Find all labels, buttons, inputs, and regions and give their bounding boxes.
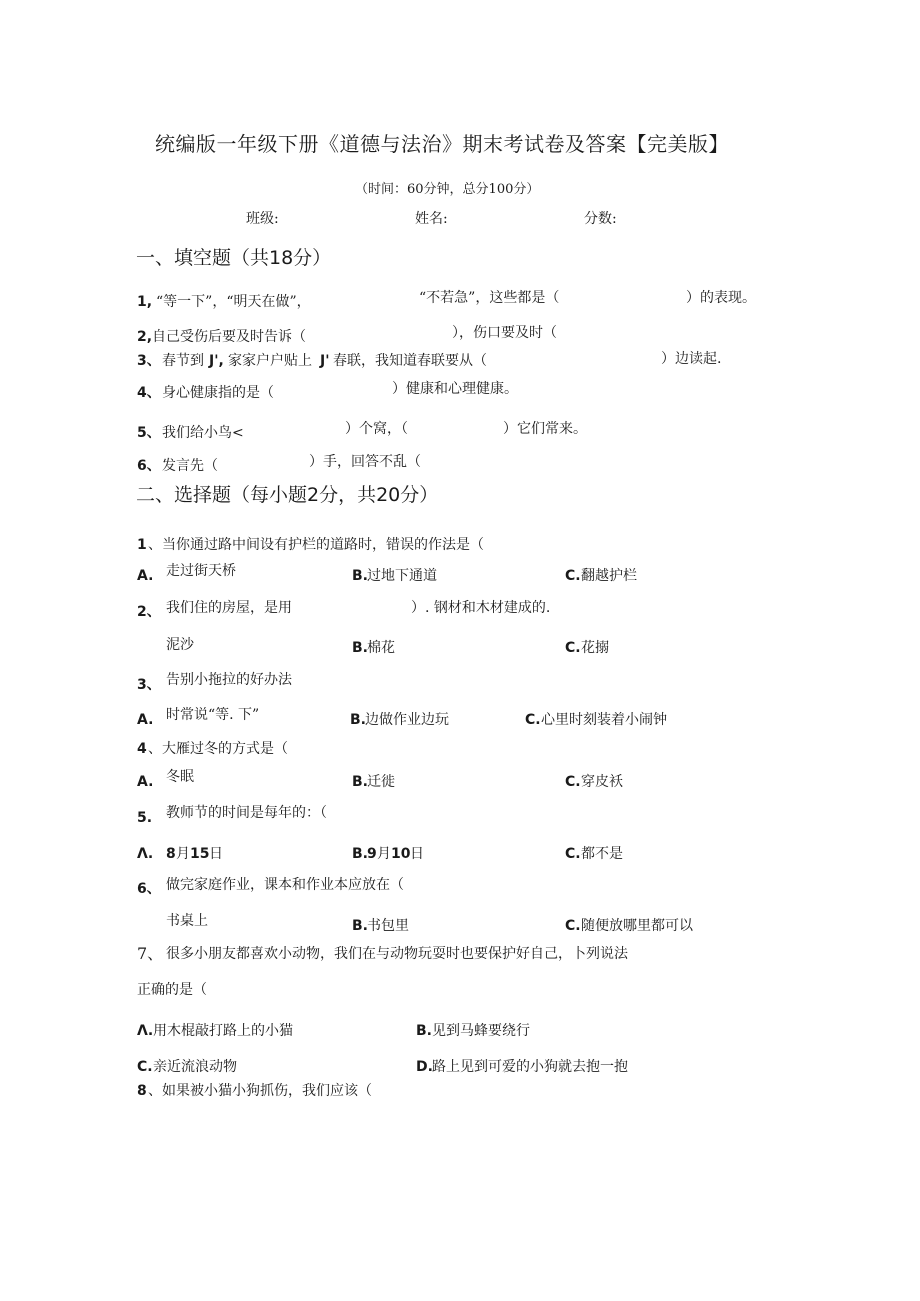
s2-q6-option-b: 书包里 bbox=[367, 918, 409, 934]
s2-q3-option-c-label: C. bbox=[525, 712, 541, 728]
s1-q1-text-c: ）的表现。 bbox=[686, 290, 756, 306]
s2-q7-option-a: 用木棍敲打路上的小猫 bbox=[153, 1023, 293, 1039]
s2-q2-option-c: 花搦 bbox=[581, 640, 609, 656]
s2-q4-option-b: 迁徙 bbox=[367, 774, 395, 790]
s1-q1-number: 1, bbox=[137, 294, 153, 310]
s2-q4-option-c: 穿皮袄 bbox=[581, 774, 623, 790]
s2-q5-number: 5. bbox=[137, 810, 153, 826]
s2-q7-text-2: 正确的是（ bbox=[137, 982, 207, 998]
s2-q2-option-a: 泥沙 bbox=[166, 637, 194, 653]
s2-q8-number: 8 bbox=[137, 1083, 147, 1099]
s1-q3-mark-1: J', bbox=[209, 353, 224, 369]
section2-heading: 二、选择题（每小题2分，共20分） bbox=[136, 484, 439, 506]
s1-q4-text-a: 身心健康指的是（ bbox=[162, 385, 274, 401]
s1-q5-text-b: ）个窝，（ bbox=[345, 421, 408, 437]
s2-q6-text: 做完家庭作业，课本和作业本应放在（ bbox=[166, 877, 404, 893]
s2-q7-option-d-label: D. bbox=[416, 1059, 433, 1075]
s2-q7-option-d: 路上见到可爱的小狗就去抱一抱 bbox=[432, 1059, 628, 1075]
s2-q4-option-b-label: B. bbox=[352, 774, 368, 790]
s2-q1-text: 、当你通过路中间设有护栏的道路时，错误的作法是（ bbox=[148, 537, 484, 553]
s1-q5-number: 5、 bbox=[137, 425, 161, 441]
s2-q4-option-a-label: A. bbox=[137, 774, 154, 790]
s2-q2-option-b-label: B. bbox=[352, 640, 368, 656]
s2-q2-option-b: 棉花 bbox=[367, 640, 395, 656]
class-label: 班级: bbox=[246, 211, 279, 227]
s2-q4-option-c-label: C. bbox=[565, 774, 581, 790]
s2-q1-option-b-label: B. bbox=[352, 568, 368, 584]
s1-q1-text-a: “等一下”，“明天在做”， bbox=[156, 294, 311, 310]
s1-q3-mark-2: J' bbox=[320, 353, 330, 369]
page-title: 统编版一年级下册《道德与法治》期末考试卷及答案【完美版】 bbox=[155, 132, 729, 156]
s2-q5-option-a-month-unit: 月 bbox=[176, 846, 190, 862]
s1-q5-text-c: ）它们常来。 bbox=[503, 421, 587, 437]
s2-q4-text: 、大雁过冬的方式是（ bbox=[148, 741, 288, 757]
s2-q5-option-a-label: Λ. bbox=[137, 846, 154, 862]
time-note: （时间：60分钟，总分100分） bbox=[355, 182, 540, 197]
s2-q2-option-c-label: C. bbox=[565, 640, 581, 656]
s2-q7-number: 7、 bbox=[137, 944, 164, 963]
s1-q2-text-a: 自己受伤后要及时告诉（ bbox=[152, 329, 306, 345]
s2-q3-option-c: 心里时刻装着小闹钟 bbox=[541, 712, 667, 728]
s2-q1-option-c-label: C. bbox=[565, 568, 581, 584]
s2-q3-option-b-label: B. bbox=[350, 712, 366, 728]
s2-q5-option-b-month-unit: 月 bbox=[377, 846, 391, 862]
s2-q1-number: 1 bbox=[137, 537, 147, 553]
s2-q2-text: 我们住的房屋，是用 bbox=[166, 600, 292, 616]
s1-q2-number: 2, bbox=[137, 329, 153, 345]
s2-q5-option-a-day-unit: 日 bbox=[209, 846, 223, 862]
s2-q6-number: 6、 bbox=[137, 881, 161, 897]
s2-q3-text: 告别小拖拉的好办法 bbox=[166, 672, 292, 688]
s2-q3-option-b: 边做作业边玩 bbox=[365, 712, 449, 728]
s1-q3-number: 3、 bbox=[137, 353, 161, 369]
s2-q5-option-a-month: 8 bbox=[166, 846, 176, 862]
s2-q3-option-a-label: A. bbox=[137, 712, 154, 728]
s2-q3-number: 3、 bbox=[137, 677, 161, 693]
s2-q1-option-b: 过地下通道 bbox=[367, 568, 437, 584]
s2-q7-option-c-label: C. bbox=[137, 1059, 153, 1075]
s2-q5-option-c: 都不是 bbox=[581, 846, 623, 862]
s2-q1-option-a: 走过街天桥 bbox=[166, 563, 236, 579]
s2-q5-option-c-label: C. bbox=[565, 846, 581, 862]
s1-q3-text-c: 春联，我知道春联要从（ bbox=[333, 353, 487, 369]
s2-q5-option-b-day: 10 bbox=[391, 846, 411, 862]
s2-q5-option-b-month: 9 bbox=[367, 846, 377, 862]
s1-q3-text-d: ）边读起. bbox=[661, 351, 722, 367]
s2-q2-number: 2、 bbox=[137, 604, 161, 620]
s1-q5-text-a: 我们给小鸟< bbox=[162, 425, 244, 441]
s2-q1-option-c: 翻越护栏 bbox=[581, 568, 637, 584]
section1-heading: 一、填空题（共18分） bbox=[136, 247, 332, 269]
s2-q7-option-a-label: Λ. bbox=[137, 1023, 154, 1039]
s2-q6-option-c-label: C. bbox=[565, 918, 581, 934]
s2-q6-option-a: 书桌上 bbox=[166, 913, 208, 929]
s1-q2-text-b: ），伤口要及时（ bbox=[452, 325, 557, 341]
s2-q5-option-b-label: B. bbox=[352, 846, 368, 862]
s2-q6-option-c: 随便放哪里都可以 bbox=[581, 918, 693, 934]
s1-q6-number: 6、 bbox=[137, 458, 161, 474]
s2-q2-text-2: ）. 钢材和木材建成的. bbox=[411, 600, 551, 616]
s2-q7-option-c: 亲近流浪动物 bbox=[153, 1059, 237, 1075]
s1-q1-text-b: “不若急”，这些都是（ bbox=[419, 290, 560, 306]
s1-q6-text-a: 发言先（ bbox=[162, 458, 218, 474]
s2-q8-text: 、如果被小猫小狗抓伤，我们应该（ bbox=[148, 1083, 372, 1099]
s2-q5-option-a-day: 15 bbox=[190, 846, 210, 862]
s2-q7-option-b: 见到马蜂要绕行 bbox=[432, 1023, 530, 1039]
score-label: 分数: bbox=[584, 211, 617, 227]
s1-q4-text-b: ）健康和心理健康。 bbox=[392, 381, 518, 397]
s2-q6-option-b-label: B. bbox=[352, 918, 368, 934]
s2-q5-option-b-day-unit: 日 bbox=[410, 846, 424, 862]
s1-q3-text-a: 春节到 bbox=[162, 353, 204, 369]
s1-q3-text-b: 家家户户贴上 bbox=[228, 353, 312, 369]
s2-q5-text: 教师节的时间是每年的：（ bbox=[166, 805, 327, 821]
s2-q4-option-a: 冬眠 bbox=[166, 769, 194, 785]
s2-q7-text: 很多小朋友都喜欢小动物，我们在与动物玩耍时也要保护好自己，卜列说法 bbox=[166, 946, 628, 962]
s2-q1-option-a-label: A. bbox=[137, 568, 154, 584]
s1-q6-text-b: ）手，回答不乱（ bbox=[309, 454, 421, 470]
s2-q3-option-a: 时常说“等. 下” bbox=[166, 707, 260, 723]
s2-q4-number: 4 bbox=[137, 741, 147, 757]
s2-q7-option-b-label: B. bbox=[416, 1023, 432, 1039]
name-label: 姓名: bbox=[415, 211, 448, 227]
s1-q4-number: 4、 bbox=[137, 385, 161, 401]
